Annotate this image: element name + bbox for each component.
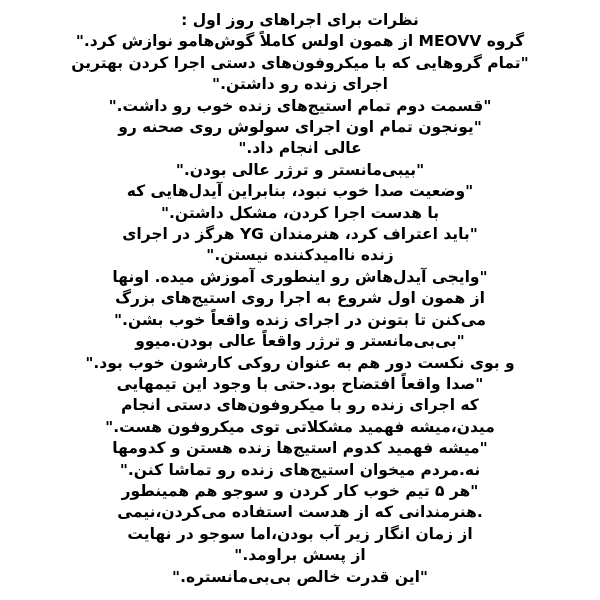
document-title: نظرات برای اجراهای روز اول : bbox=[181, 11, 419, 29]
text-line: گروه MEOVV از همون اولس کاملاً گوش‌هامو نوازش کرد." bbox=[75, 32, 525, 51]
text-line: "میشه فهمید کدوم استیج‌ها زنده هستن و کدومها bbox=[112, 439, 488, 458]
text-line: "باید اعتراف کرد، هنرمندان YG هرگز در اجرای bbox=[122, 225, 478, 244]
text-line: "بی‌بی‌مانستر و ترژر واقعاً عالی بودن.میوو bbox=[135, 332, 465, 351]
text-line: "قسمت دوم تمام استیج‌های زنده خوب رو داشت." bbox=[108, 96, 492, 115]
text-line: از زمان انگار زیر آب بودن،اما سوجو در نهایت bbox=[127, 524, 473, 543]
text-line: از همون اول شروع به اجرا روی استیج‌های بزرگ bbox=[115, 289, 485, 308]
text-line: اجرای زنده رو داشتن." bbox=[212, 75, 388, 94]
text-line: "این قدرت خالص بی‌بی‌مانستره." bbox=[172, 567, 428, 586]
text-line: "یونجون تمام اون اجرای سولوش روی صحنه رو bbox=[118, 118, 482, 137]
text-line: .هنرمندانی که از هدست استفاده می‌کردن،نیمی bbox=[117, 503, 483, 522]
text-line: "وضعیت صدا خوب نبود، بنابراین آیدل‌هایی که bbox=[126, 182, 474, 201]
text-line: "بیبی‌مانستر و ترژر عالی بودن." bbox=[175, 160, 425, 179]
text-line: زنده ناامیدکننده نیستن." bbox=[206, 246, 394, 265]
text-line: "هر ۵ تیم خوب کار کردن و سوجو هم همینطور bbox=[121, 481, 479, 500]
comments-document bbox=[0, 10, 600, 588]
text-line: با هدست اجرا کردن، مشکل داشتن." bbox=[160, 203, 440, 222]
text-line: که اجرای زنده رو با میکروفون‌های دستی انجام bbox=[121, 396, 479, 415]
text-line: "تمام گروهایی که با میکروفون‌های دستی اجرا کردن بهترین bbox=[71, 53, 529, 72]
text-line: عالی انجام داد." bbox=[238, 139, 362, 158]
text-line: "صدا واقعاً افتضاح بود.حتی با وجود این تیمهایی bbox=[116, 374, 484, 393]
text-line: از پسش براومد." bbox=[234, 546, 366, 565]
text-line: و بوی نکست دور هم به عنوان روکی کارشون خوب بود." bbox=[85, 353, 515, 372]
text-line: می‌کنن تا بتونن در اجرای زنده واقعاً خوب بشن." bbox=[113, 310, 486, 329]
text-line: نه.مردم میخوان استیج‌های زنده رو تماشا کنن." bbox=[119, 460, 481, 479]
text-line: "وایجی آیدل‌هاش رو اینطوری آموزش میده. اونها bbox=[112, 267, 488, 286]
text-line: میدن،میشه فهمید مشکلاتی توی میکروفون هست." bbox=[105, 417, 495, 436]
